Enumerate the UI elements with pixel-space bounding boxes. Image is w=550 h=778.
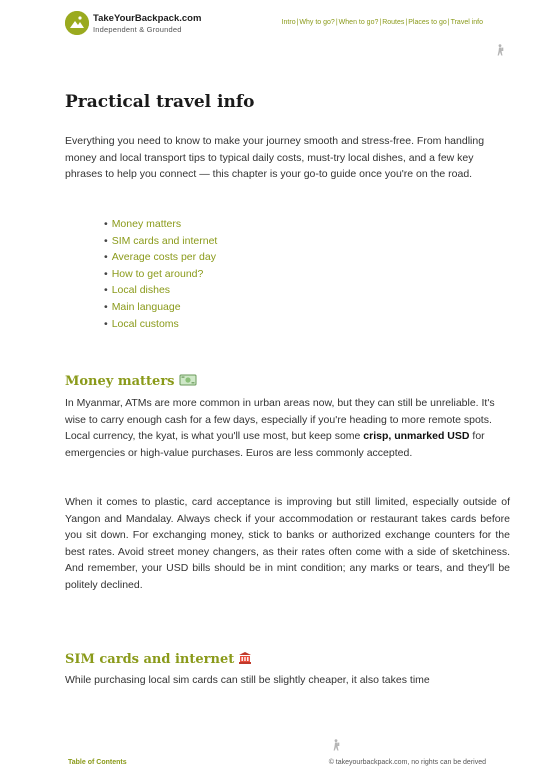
- list-item: • SIM cards and internet: [104, 234, 218, 247]
- money-text-1b: for emergencies or high-value purchases. Euros are less commonly accepted.: [65, 430, 485, 459]
- toc-link-costs[interactable]: Average costs per day: [111, 251, 216, 264]
- toc-link-transport[interactable]: How to get around?: [111, 267, 204, 280]
- list-item: • Main language: [104, 300, 181, 313]
- intro-paragraph: Everything you need to know to make your journey smooth and stress-free. From handling money and local transport tips to typical daily costs, must-try local dishes, and a few key phrases to help you connect — this chapter is your go-to guide once you're on the road.: [65, 135, 485, 180]
- list-item: • Local customs: [104, 317, 179, 330]
- list-item: • Money matters: [104, 218, 182, 230]
- nav-link-places[interactable]: Places to go: [408, 19, 447, 26]
- list-item: • How to get around?: [104, 267, 204, 280]
- section-heading-money: [65, 373, 197, 391]
- logo-icon[interactable]: [65, 11, 89, 35]
- page-title: Practical travel info: [65, 92, 255, 112]
- money-text-1a: In Myanmar, ATMs are more common in urban areas now, but they can still be unreliable. It's wise to carry enough cash for a few days, especially if you're heading to more remote spots. Local currency, the kyat, is what you'll use most, but keep some: [65, 397, 495, 443]
- list-item: • Local dishes: [104, 284, 171, 297]
- nav-link-why[interactable]: Why to go?: [299, 19, 335, 26]
- nav-link-when[interactable]: When to go?: [338, 19, 379, 26]
- toc-link-customs[interactable]: Local customs: [111, 317, 179, 330]
- nav-link-travel-info[interactable]: Travel info: [450, 19, 483, 26]
- footer-copyright: © takeyourbackpack.com, no rights can be derived: [328, 759, 486, 766]
- page-header: [0, 0, 550, 46]
- logo-subtitle: Independent & Grounded: [93, 25, 182, 34]
- money-paragraph-2: When it comes to plastic, card acceptance is improving but still limited, especially outside of Yangon and Mandalay. Always check if your accommodation or restaurant takes cards before you sit down. For exchanging money, stick to banks or authorized exchange counters for the best rates. Avoid street money changers, as their rates often come with a side of sketchiness. And remember, your USD bills should be in mint condition; any marks or tears, and they'll be politely declined.: [65, 496, 510, 591]
- nav-link-intro[interactable]: Intro: [281, 19, 296, 26]
- top-nav: Intro|Why to go?|When to go?|Routes|Places to go|Travel info: [281, 19, 483, 26]
- table-of-contents-link[interactable]: Table of Contents: [68, 759, 127, 766]
- section-heading-sim: [65, 651, 252, 669]
- section-list: [104, 216, 217, 332]
- money-icon: [179, 373, 197, 391]
- nav-link-routes[interactable]: Routes: [382, 19, 405, 26]
- logo-title[interactable]: TakeYourBackpack.com: [93, 13, 202, 24]
- section-heading-sim-text: SIM cards and internet: [65, 652, 235, 667]
- hiker-icon: [331, 739, 341, 751]
- toc-link-money[interactable]: Money matters: [111, 218, 182, 230]
- toc-link-sim[interactable]: SIM cards and internet: [111, 234, 218, 247]
- money-paragraph-1: [65, 395, 510, 461]
- sim-card-icon: [238, 651, 252, 669]
- toc-link-language[interactable]: Main language: [111, 300, 181, 313]
- toc-link-dishes[interactable]: Local dishes: [111, 284, 171, 297]
- section-heading-money-text: Money matters: [65, 374, 175, 389]
- money-text-bold: crisp, unmarked USD: [363, 430, 470, 443]
- list-item: • Average costs per day: [104, 251, 216, 264]
- hiker-icon: [495, 44, 505, 56]
- sim-paragraph-1: While purchasing local sim cards can still be slightly cheaper, it also takes time: [65, 674, 430, 686]
